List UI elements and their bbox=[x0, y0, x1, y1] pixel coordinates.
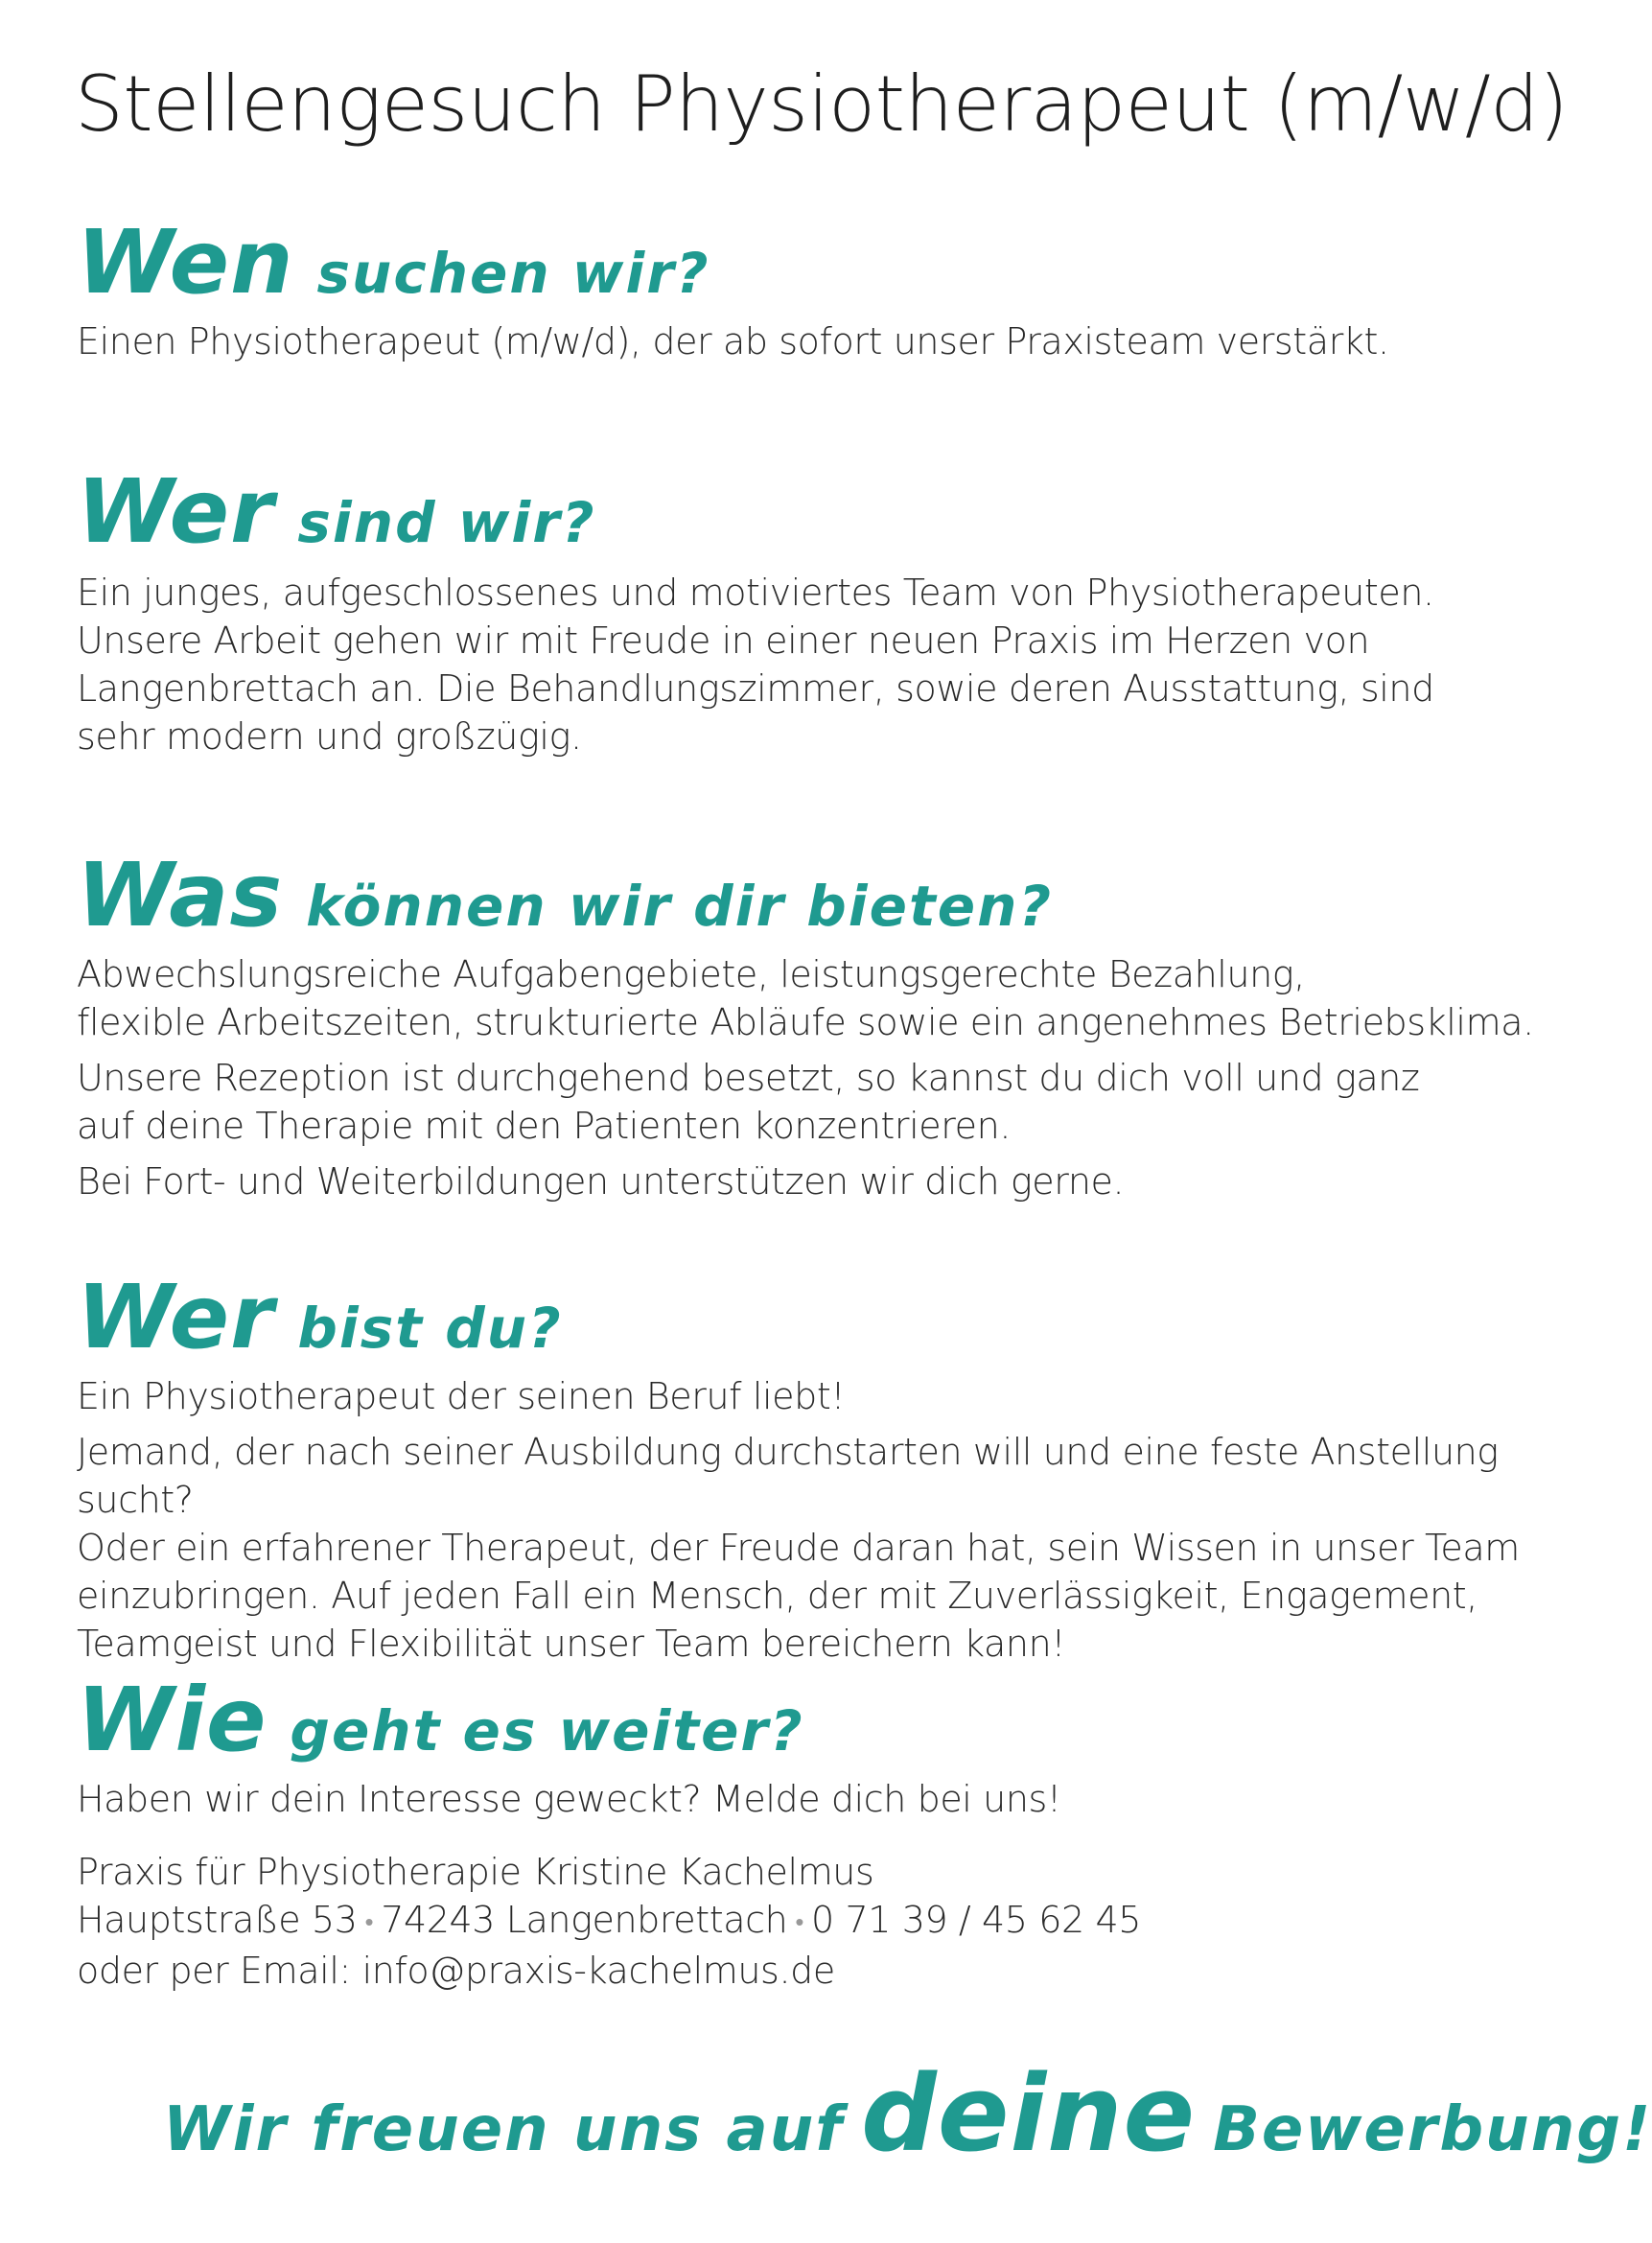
heading-small: können wir dir bieten? bbox=[306, 874, 1054, 939]
section-wen-suchen-wir bbox=[77, 211, 1534, 373]
paragraph: Ein junges, aufgeschlossenes und motiviertes Team von Physiotherapeuten. Unsere Arbeit gehen wir mit Freude in einer neuen Praxis im Herzen von Langenbrettach an. Die Behandlungszimmer, sowie deren Ausstattung, sind sehr modern und großzügig. bbox=[77, 572, 1434, 758]
address-line bbox=[77, 1896, 1534, 1947]
section-heading bbox=[77, 844, 1534, 946]
paragraph: Jemand, der nach seiner Ausbildung durchstarten will und eine feste Anstellung sucht? Oder ein erfahrener Therapeut, der Freude daran hat, sein Wissen in unser Team einzubringen. Auf jeden Fall ein Mensch, der mit Zuverlässigkeit, Engagement, Teamgeist und Flexibilität unser Team bereichern kann! bbox=[77, 1431, 1520, 1665]
heading-big: Was bbox=[77, 844, 284, 946]
closing-slogan bbox=[163, 2052, 1652, 2175]
section-body bbox=[77, 1372, 1534, 1668]
paragraph: Bei Fort- und Weiterbildungen unterstützen wir dich gerne. bbox=[77, 1160, 1125, 1203]
phone-number[interactable]: 0 71 39 / 45 62 45 bbox=[811, 1899, 1142, 1941]
heading-small: sind wir? bbox=[297, 490, 596, 555]
heading-big: Wer bbox=[77, 460, 275, 563]
separator-dot: • bbox=[795, 1907, 804, 1937]
paragraph: Abwechslungsreiche Aufgabengebiete, leistungsgerechte Bezahlung, flexible Arbeitszeiten, strukturierte Abläufe sowie ein angenehmes Betriebsklima. bbox=[77, 953, 1534, 1043]
section-body bbox=[77, 950, 1534, 1205]
street: Hauptstraße 53 bbox=[77, 1899, 358, 1941]
paragraph: Einen Physiotherapeut (m/w/d), der ab sofort unser Praxisteam verstärkt. bbox=[77, 320, 1389, 362]
contact-block bbox=[77, 1848, 1534, 1995]
section-wie-geht-es-weiter bbox=[77, 1669, 1534, 1995]
section-heading bbox=[77, 211, 1534, 314]
closing-part2: deine bbox=[861, 2052, 1197, 2175]
section-heading bbox=[77, 1266, 1534, 1368]
section-body bbox=[77, 1775, 1534, 1823]
heading-small: bist du? bbox=[297, 1296, 563, 1361]
section-heading bbox=[77, 460, 1534, 563]
section-wer-bist-du bbox=[77, 1266, 1534, 1675]
page-title: Stellengesuch Physiotherapeut (m/w/d) bbox=[75, 59, 1569, 149]
section-was-koennen-wir-dir-bieten bbox=[77, 844, 1534, 1213]
paragraph: Unsere Rezeption ist durchgehend besetzt, so kannst du dich voll und ganz auf deine Therapie mit den Patienten konzentrieren. bbox=[77, 1057, 1420, 1147]
section-heading bbox=[77, 1669, 1534, 1771]
closing-part1: Wir freuen uns auf bbox=[163, 2094, 845, 2165]
paragraph: Haben wir dein Interesse geweckt? Melde dich bei uns! bbox=[77, 1778, 1061, 1820]
section-body bbox=[77, 569, 1534, 760]
practice-name: Praxis für Physiotherapie Kristine Kachelmus bbox=[77, 1851, 874, 1893]
section-wer-sind-wir bbox=[77, 460, 1534, 768]
heading-small: suchen wir? bbox=[316, 241, 710, 306]
section-body bbox=[77, 317, 1534, 365]
heading-big: Wen bbox=[77, 211, 294, 314]
heading-big: Wie bbox=[77, 1669, 268, 1771]
heading-big: Wer bbox=[77, 1266, 275, 1368]
separator-dot: • bbox=[364, 1907, 374, 1937]
email-line[interactable]: oder per Email: info@praxis-kachelmus.de bbox=[77, 1949, 835, 1992]
city: 74243 Langenbrettach bbox=[381, 1899, 788, 1941]
paragraph: Ein Physiotherapeut der seinen Beruf liebt! bbox=[77, 1375, 846, 1417]
closing-part3: Bewerbung! bbox=[1213, 2094, 1652, 2165]
heading-small: geht es weiter? bbox=[290, 1698, 804, 1764]
